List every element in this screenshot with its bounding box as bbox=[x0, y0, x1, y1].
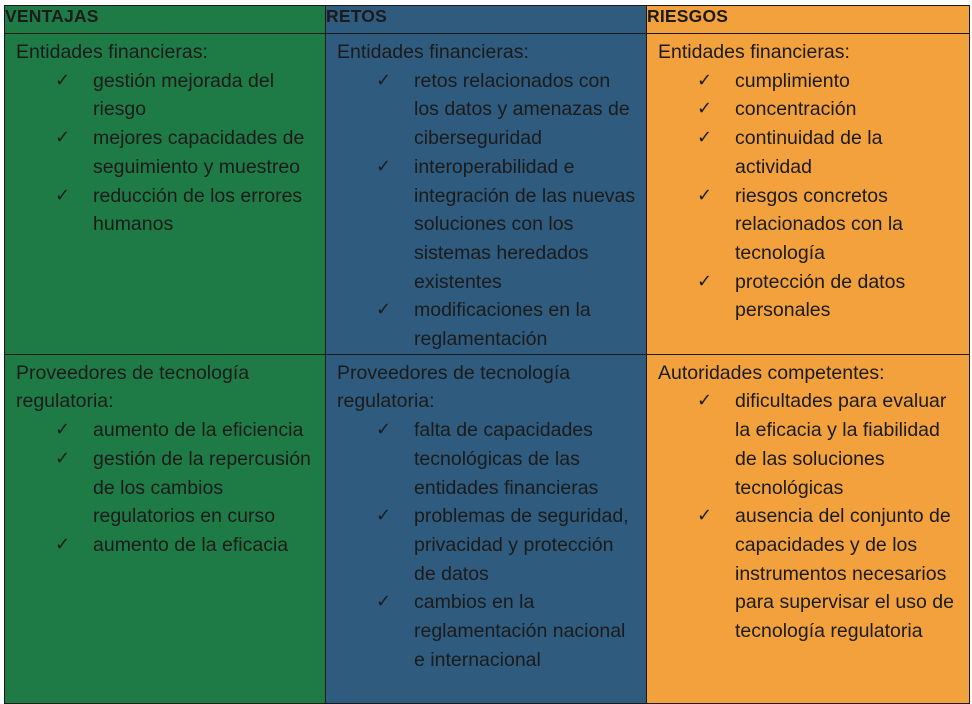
cell-intro: Entidades financieras: bbox=[337, 41, 529, 63]
list-item bbox=[337, 296, 636, 353]
check-mark-icon: ✓ bbox=[55, 127, 71, 149]
cell-intro: Autoridades competentes: bbox=[658, 361, 885, 384]
list-item-text: ausencia del conjunto de capacidades y de los instrumentos necesarios para supervisar el uso de tecnología regulatoria bbox=[735, 505, 954, 643]
list-item bbox=[337, 153, 636, 297]
list-item bbox=[658, 67, 959, 96]
list-item bbox=[658, 182, 959, 268]
cell-retos-entidades bbox=[326, 34, 647, 355]
list-item-text: modificaciones en la reglamentación bbox=[414, 299, 591, 351]
list-item bbox=[16, 445, 315, 531]
table-row bbox=[5, 34, 970, 355]
list-item bbox=[658, 502, 959, 646]
check-mark-icon: ✓ bbox=[376, 419, 392, 441]
list-item-text: aumento de la eficacia bbox=[93, 533, 289, 556]
check-mark-icon: ✓ bbox=[376, 505, 392, 527]
list-item bbox=[16, 182, 315, 239]
header-row bbox=[5, 6, 970, 34]
list-item bbox=[16, 124, 315, 181]
list-item-text: falta de capacidades tecnológicas de las entidades financieras bbox=[414, 419, 599, 499]
list-item bbox=[16, 416, 315, 445]
check-list bbox=[337, 67, 636, 354]
cell-riesgos-entidades bbox=[647, 34, 970, 355]
list-item bbox=[337, 416, 636, 502]
check-mark-icon: ✓ bbox=[697, 390, 713, 412]
list-item-text: protección de datos personales bbox=[735, 270, 906, 322]
check-mark-icon: ✓ bbox=[55, 69, 71, 91]
list-item-text: gestión de la repercusión de los cambios regulatorios en curso bbox=[93, 447, 311, 528]
check-mark-icon: ✓ bbox=[697, 127, 713, 149]
list-item bbox=[337, 67, 636, 153]
list-item bbox=[16, 67, 315, 124]
list-item-text: cumplimiento bbox=[735, 69, 850, 92]
check-mark-icon: ✓ bbox=[376, 591, 392, 613]
cell-intro: Entidades financieras: bbox=[16, 41, 208, 63]
cell-retos-proveedores bbox=[326, 354, 647, 703]
list-item-text: retos relacionados con los datos y amenazas de ciberseguridad bbox=[414, 69, 630, 150]
list-item bbox=[337, 502, 636, 588]
cell-ventajas-proveedores bbox=[5, 354, 326, 703]
list-item-text: riesgos concretos relacionados con la tecnología bbox=[735, 184, 904, 264]
list-item-text: problemas de seguridad, privacidad y protección de datos bbox=[414, 505, 629, 585]
check-mark-icon: ✓ bbox=[697, 505, 713, 527]
check-mark-icon: ✓ bbox=[697, 69, 713, 91]
check-list bbox=[337, 416, 636, 674]
list-item bbox=[658, 268, 959, 325]
table-row bbox=[5, 354, 970, 703]
header-ventajas: VENTAJAS bbox=[5, 6, 326, 34]
check-list bbox=[658, 387, 959, 645]
cell-ventajas-entidades bbox=[5, 34, 326, 355]
check-mark-icon: ✓ bbox=[55, 419, 71, 441]
check-mark-icon: ✓ bbox=[697, 184, 713, 206]
check-mark-icon: ✓ bbox=[55, 184, 71, 206]
check-mark-icon: ✓ bbox=[55, 447, 71, 469]
comparison-table bbox=[4, 5, 970, 704]
list-item bbox=[16, 531, 315, 560]
check-mark-icon: ✓ bbox=[55, 533, 71, 555]
list-item bbox=[658, 124, 959, 181]
list-item-text: gestión mejorada del riesgo bbox=[93, 69, 275, 121]
list-item-text: concentración bbox=[735, 98, 857, 121]
check-list bbox=[16, 416, 315, 560]
list-item-text: aumento de la eficiencia bbox=[93, 419, 304, 442]
check-mark-icon: ✓ bbox=[697, 98, 713, 120]
check-mark-icon: ✓ bbox=[376, 155, 392, 177]
list-item-text: continuidad de la actividad bbox=[735, 127, 883, 178]
header-riesgos: RIESGOS bbox=[647, 6, 970, 34]
check-list bbox=[658, 67, 959, 325]
cell-riesgos-autoridades bbox=[647, 354, 970, 703]
header-retos: RETOS bbox=[326, 6, 647, 34]
check-mark-icon: ✓ bbox=[697, 270, 713, 292]
list-item-text: reducción de los errores humanos bbox=[93, 184, 303, 236]
list-item-text: interoperabilidad e integración de las nuevas soluciones con los sistemas heredados existentes bbox=[414, 155, 636, 293]
check-mark-icon: ✓ bbox=[376, 69, 392, 91]
list-item bbox=[337, 588, 636, 674]
check-list bbox=[16, 67, 315, 239]
check-mark-icon: ✓ bbox=[376, 299, 392, 321]
list-item-text: mejores capacidades de seguimiento y muestreo bbox=[93, 127, 305, 178]
cell-intro: Entidades financieras: bbox=[658, 41, 850, 63]
cell-intro: Proveedores de tecnología regulatoria: bbox=[16, 361, 250, 413]
list-item-text: dificultades para evaluar la eficacia y la fiabilidad de las soluciones tecnológicas bbox=[735, 390, 947, 499]
list-item-text: cambios en la reglamentación nacional e internacional bbox=[414, 591, 626, 671]
cell-intro: Proveedores de tecnología regulatoria: bbox=[337, 361, 571, 413]
list-item bbox=[658, 387, 959, 502]
list-item bbox=[658, 95, 959, 124]
